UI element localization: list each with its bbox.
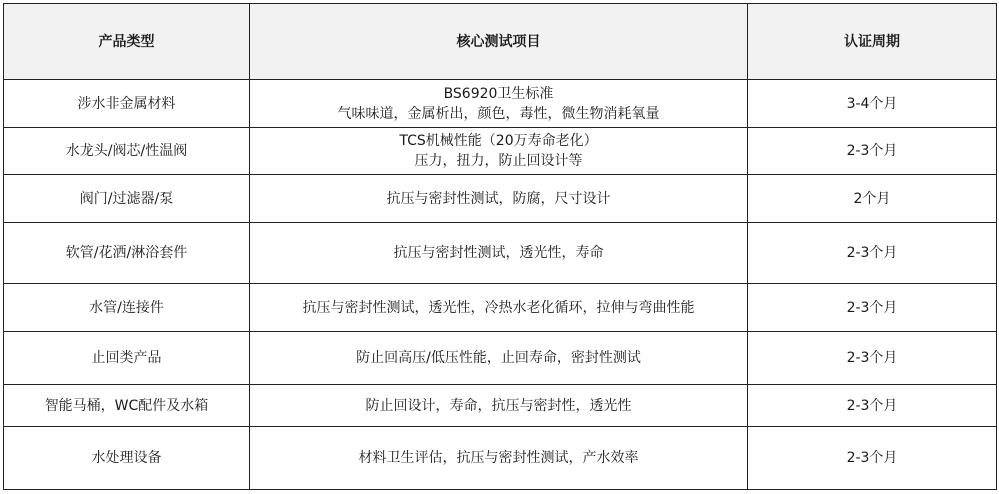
- test-items-cell: 防止回设计，寿命，抗压与密封性，透光性: [250, 385, 748, 427]
- table-row: [4, 332, 997, 385]
- cycle-cell: 2-3个月: [748, 385, 997, 427]
- test-items-cell: 抗压与密封性测试，防腐，尺寸设计: [250, 175, 748, 223]
- product-type-cell: 智能马桶，WC配件及水箱: [4, 385, 250, 427]
- cycle-cell: 2-3个月: [748, 427, 997, 490]
- product-type-cell: 止回类产品: [4, 332, 250, 385]
- cycle-cell: 2个月: [748, 175, 997, 223]
- test-item-line: TCS机械性能（20万寿命老化）: [399, 133, 598, 149]
- test-items-cell: [250, 80, 748, 128]
- cycle-cell: 2-3个月: [748, 332, 997, 385]
- header-product-type: 产品类型: [4, 4, 250, 80]
- cycle-cell: 3-4个月: [748, 80, 997, 128]
- table-row: [4, 385, 997, 427]
- product-type-cell: 水管/连接件: [4, 284, 250, 332]
- table-row: [4, 80, 997, 128]
- certification-table: [3, 3, 997, 490]
- product-type-cell: 水龙头/阀芯/性温阀: [4, 128, 250, 175]
- test-items-cell: [250, 128, 748, 175]
- product-type-cell: 软管/花洒/淋浴套件: [4, 223, 250, 284]
- test-item-line: 气味味道，金属析出，颜色，毒性，微生物消耗氧量: [337, 105, 660, 122]
- test-items-cell: 防止回高压/低压性能，止回寿命，密封性测试: [250, 332, 748, 385]
- cycle-cell: 2-3个月: [748, 223, 997, 284]
- test-items-cell: 材料卫生评估，抗压与密封性测试，产水效率: [250, 427, 748, 490]
- table-row: [4, 223, 997, 284]
- test-items-cell: 抗压与密封性测试，透光性，寿命: [250, 223, 748, 284]
- table-header-row: [4, 4, 997, 80]
- table-row: [4, 128, 997, 175]
- header-certification-cycle: 认证周期: [748, 4, 997, 80]
- cycle-cell: 2-3个月: [748, 284, 997, 332]
- table-row: [4, 427, 997, 490]
- test-item-line: 压力，扭力，防止回设计等: [414, 153, 583, 169]
- table-row: [4, 284, 997, 332]
- test-item-line: BS6920卫生标准: [443, 85, 554, 102]
- cycle-cell: 2-3个月: [748, 128, 997, 175]
- product-type-cell: 阀门/过滤器/泵: [4, 175, 250, 223]
- product-type-cell: 涉水非金属材料: [4, 80, 250, 128]
- test-items-cell: 抗压与密封性测试，透光性，冷热水老化循环，拉伸与弯曲性能: [250, 284, 748, 332]
- product-type-cell: 水处理设备: [4, 427, 250, 490]
- header-core-test-items: 核心测试项目: [250, 4, 748, 80]
- table-row: [4, 175, 997, 223]
